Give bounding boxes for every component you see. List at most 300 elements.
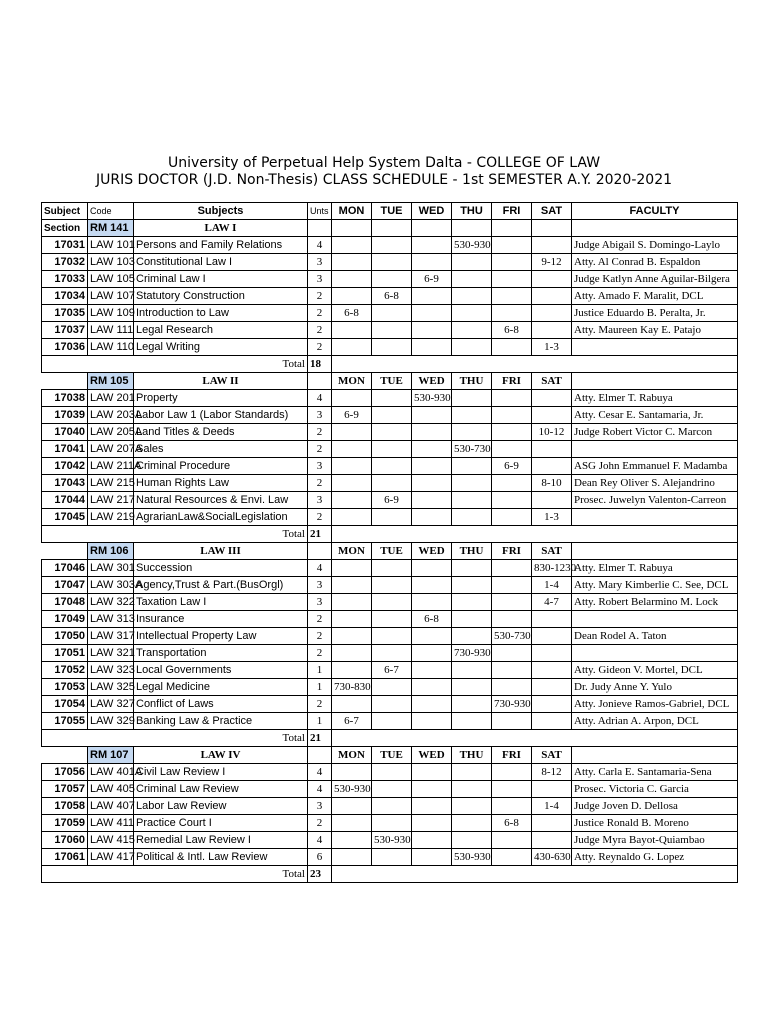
day-time-1: [372, 237, 412, 254]
day-time-0: [332, 849, 372, 866]
day-time-5: 1-4: [532, 577, 572, 594]
room-label: RM 141: [88, 220, 134, 237]
day-time-5: [532, 645, 572, 662]
units: 3: [308, 798, 332, 815]
section-number: 17037: [42, 322, 88, 339]
day-time-2: 6-9: [412, 271, 452, 288]
day-time-5: [532, 679, 572, 696]
section-number: 17054: [42, 696, 88, 713]
day-time-3: [452, 594, 492, 611]
header-code: Code: [88, 203, 134, 220]
units: 2: [308, 339, 332, 356]
room-row: [42, 747, 738, 764]
day-header-4: FRI: [492, 747, 532, 764]
subject-name: Human Rights Law: [134, 475, 308, 492]
subject-name: Practice Court I: [134, 815, 308, 832]
day-time-0: [332, 441, 372, 458]
day-time-0: [332, 611, 372, 628]
day-time-1: 530-930: [372, 832, 412, 849]
total-units: 18: [308, 356, 332, 373]
faculty-name: Justice Ronald B. Moreno: [572, 815, 738, 832]
day-time-5: 1-4: [532, 798, 572, 815]
day-time-0: 730-830: [332, 679, 372, 696]
schedule-row: [42, 492, 738, 509]
day-time-4: [492, 764, 532, 781]
day-time-2: [412, 781, 452, 798]
subject-code: LAW 301: [88, 560, 134, 577]
day-time-1: [372, 441, 412, 458]
day-time-1: [372, 322, 412, 339]
units: 2: [308, 305, 332, 322]
schedule-row: [42, 254, 738, 271]
day-time-3: [452, 611, 492, 628]
units: 1: [308, 679, 332, 696]
subject-name: Legal Research: [134, 322, 308, 339]
section-number: 17048: [42, 594, 88, 611]
day-time-5: [532, 492, 572, 509]
day-time-5: 1-3: [532, 509, 572, 526]
day-time-0: [332, 594, 372, 611]
subject-code: LAW 401A: [88, 764, 134, 781]
section-number: 17061: [42, 849, 88, 866]
day-time-4: 730-930: [492, 696, 532, 713]
schedule-row: [42, 713, 738, 730]
room-day-cell: [372, 220, 412, 237]
section-number: 17039: [42, 407, 88, 424]
day-time-3: [452, 509, 492, 526]
day-time-1: [372, 594, 412, 611]
day-header-5: SAT: [532, 373, 572, 390]
day-time-5: 4-7: [532, 594, 572, 611]
day-time-2: [412, 696, 452, 713]
subject-code: LAW 211A: [88, 458, 134, 475]
day-time-2: [412, 764, 452, 781]
day-time-5: [532, 611, 572, 628]
faculty-name: [572, 611, 738, 628]
subject-code: LAW 321: [88, 645, 134, 662]
day-time-5: 10-12: [532, 424, 572, 441]
day-time-5: [532, 305, 572, 322]
day-time-3: [452, 713, 492, 730]
faculty-name: Judge Katlyn Anne Aguilar-Bilgera: [572, 271, 738, 288]
section-number: 17043: [42, 475, 88, 492]
day-time-0: 530-930: [332, 781, 372, 798]
day-time-0: [332, 390, 372, 407]
subject-code: LAW 317: [88, 628, 134, 645]
faculty-name: Atty. Cesar E. Santamaria, Jr.: [572, 407, 738, 424]
day-time-1: [372, 458, 412, 475]
day-time-5: [532, 628, 572, 645]
subject-code: LAW 103: [88, 254, 134, 271]
subject-code: LAW 417: [88, 849, 134, 866]
day-time-1: [372, 764, 412, 781]
day-time-0: [332, 237, 372, 254]
header-fri: FRI: [492, 203, 532, 220]
schedule-row: [42, 271, 738, 288]
schedule-row: [42, 764, 738, 781]
day-time-3: [452, 662, 492, 679]
day-time-0: [332, 628, 372, 645]
day-time-5: 8-10: [532, 475, 572, 492]
day-time-0: [332, 645, 372, 662]
faculty-name: Prosec. Juwelyn Valenton-Carreon: [572, 492, 738, 509]
room-faculty-cell: [572, 220, 738, 237]
day-time-2: [412, 662, 452, 679]
day-time-1: [372, 560, 412, 577]
document-subtitle: JURIS DOCTOR (J.D. Non-Thesis) CLASS SCHEDULE - 1st SEMESTER A.Y. 2020-2021: [95, 172, 673, 188]
day-time-4: [492, 305, 532, 322]
total-spacer: [332, 356, 738, 373]
day-time-5: [532, 458, 572, 475]
day-time-1: [372, 339, 412, 356]
day-time-4: [492, 594, 532, 611]
day-time-3: [452, 764, 492, 781]
subject-name: Legal Medicine: [134, 679, 308, 696]
units: 3: [308, 594, 332, 611]
day-time-3: [452, 798, 492, 815]
day-time-2: [412, 849, 452, 866]
schedule-row: [42, 645, 738, 662]
faculty-name: Dean Rey Oliver S. Alejandrino: [572, 475, 738, 492]
subject-name: Succession: [134, 560, 308, 577]
day-time-3: [452, 628, 492, 645]
subject-name: AgrarianLaw&SocialLegislation: [134, 509, 308, 526]
subject-code: LAW 205A: [88, 424, 134, 441]
room-spacer: [42, 543, 88, 560]
section-number: 17042: [42, 458, 88, 475]
subject-code: LAW 329: [88, 713, 134, 730]
section-number: 17057: [42, 781, 88, 798]
day-time-0: [332, 254, 372, 271]
day-time-3: 530-930: [452, 237, 492, 254]
section-number: 17052: [42, 662, 88, 679]
faculty-name: Atty. Al Conrad B. Espaldon: [572, 254, 738, 271]
schedule-row: [42, 305, 738, 322]
day-time-1: 6-9: [372, 492, 412, 509]
day-time-5: [532, 662, 572, 679]
day-time-4: [492, 237, 532, 254]
room-faculty-cell: [572, 543, 738, 560]
day-time-2: 6-8: [412, 611, 452, 628]
day-time-0: [332, 458, 372, 475]
room-units-cell: [308, 373, 332, 390]
subject-code: LAW 105: [88, 271, 134, 288]
day-time-0: [332, 560, 372, 577]
day-time-1: [372, 696, 412, 713]
day-time-4: [492, 492, 532, 509]
faculty-name: Judge Joven D. Dellosa: [572, 798, 738, 815]
total-spacer: [332, 526, 738, 543]
day-time-1: [372, 645, 412, 662]
day-time-0: [332, 509, 372, 526]
day-header-0: MON: [332, 747, 372, 764]
units: 4: [308, 764, 332, 781]
day-time-0: [332, 339, 372, 356]
section-number: 17047: [42, 577, 88, 594]
room-day-cell: [332, 220, 372, 237]
subject-name: Local Governments: [134, 662, 308, 679]
day-time-3: [452, 560, 492, 577]
subject-name: Conflict of Laws: [134, 696, 308, 713]
day-time-5: [532, 696, 572, 713]
day-time-5: [532, 815, 572, 832]
subject-name: Intellectual Property Law: [134, 628, 308, 645]
year-level-title: LAW II: [134, 373, 308, 390]
day-time-2: [412, 815, 452, 832]
day-time-2: 530-930: [412, 390, 452, 407]
day-time-1: [372, 611, 412, 628]
units: 3: [308, 254, 332, 271]
schedule-table: [41, 202, 738, 883]
total-label: Total: [42, 356, 308, 373]
header-tue: TUE: [372, 203, 412, 220]
subject-code: LAW 110: [88, 339, 134, 356]
subject-name: Legal Writing: [134, 339, 308, 356]
day-time-3: [452, 832, 492, 849]
room-day-cell: [532, 220, 572, 237]
day-time-0: [332, 322, 372, 339]
header-section: Section: [42, 220, 88, 237]
total-label: Total: [42, 526, 308, 543]
day-time-4: [492, 475, 532, 492]
total-row: [42, 526, 738, 543]
day-time-4: [492, 798, 532, 815]
day-time-0: [332, 764, 372, 781]
day-time-5: [532, 407, 572, 424]
schedule-row: [42, 390, 738, 407]
day-time-2: [412, 560, 452, 577]
day-time-3: [452, 271, 492, 288]
day-header-3: THU: [452, 373, 492, 390]
day-time-2: [412, 339, 452, 356]
day-header-1: TUE: [372, 747, 412, 764]
room-day-cell: [452, 220, 492, 237]
day-time-3: 530-730: [452, 441, 492, 458]
subject-name: Introduction to Law: [134, 305, 308, 322]
day-time-1: [372, 849, 412, 866]
subject-code: LAW 217: [88, 492, 134, 509]
faculty-name: Justice Eduardo B. Peralta, Jr.: [572, 305, 738, 322]
room-units-cell: [308, 747, 332, 764]
section-number: 17058: [42, 798, 88, 815]
day-time-4: [492, 781, 532, 798]
schedule-row: [42, 781, 738, 798]
day-time-5: [532, 713, 572, 730]
day-time-0: [332, 271, 372, 288]
section-number: 17053: [42, 679, 88, 696]
faculty-name: Atty. Robert Belarmino M. Lock: [572, 594, 738, 611]
day-time-3: [452, 322, 492, 339]
subject-code: LAW 101: [88, 237, 134, 254]
total-row: [42, 356, 738, 373]
day-time-4: [492, 390, 532, 407]
subject-name: Political & Intl. Law Review: [134, 849, 308, 866]
units: 3: [308, 577, 332, 594]
day-time-2: [412, 594, 452, 611]
section-number: 17051: [42, 645, 88, 662]
day-header-3: THU: [452, 543, 492, 560]
section-number: 17045: [42, 509, 88, 526]
subject-name: Sales: [134, 441, 308, 458]
total-units: 21: [308, 526, 332, 543]
day-time-5: 830-1230: [532, 560, 572, 577]
day-time-4: [492, 339, 532, 356]
room-faculty-cell: [572, 373, 738, 390]
faculty-name: Judge Myra Bayot-Quiambao: [572, 832, 738, 849]
day-time-4: [492, 254, 532, 271]
schedule-row: [42, 560, 738, 577]
units: 3: [308, 407, 332, 424]
day-time-2: [412, 305, 452, 322]
room-day-cell: [492, 220, 532, 237]
schedule-row: [42, 832, 738, 849]
faculty-name: Judge Abigail S. Domingo-Laylo: [572, 237, 738, 254]
day-time-2: [412, 475, 452, 492]
day-time-0: 6-7: [332, 713, 372, 730]
day-time-3: [452, 492, 492, 509]
day-time-2: [412, 237, 452, 254]
units: 4: [308, 390, 332, 407]
day-time-2: [412, 713, 452, 730]
day-time-3: [452, 815, 492, 832]
day-time-1: [372, 798, 412, 815]
day-time-5: [532, 441, 572, 458]
day-time-0: 6-8: [332, 305, 372, 322]
section-number: 17050: [42, 628, 88, 645]
day-time-4: 6-8: [492, 322, 532, 339]
units: 2: [308, 288, 332, 305]
day-time-4: [492, 424, 532, 441]
schedule-row: [42, 407, 738, 424]
units: 1: [308, 713, 332, 730]
day-time-2: [412, 679, 452, 696]
day-time-2: [412, 492, 452, 509]
day-time-3: [452, 424, 492, 441]
schedule-row: [42, 424, 738, 441]
subject-name: Criminal Law Review: [134, 781, 308, 798]
faculty-name: Atty. Carla E. Santamaria-Sena: [572, 764, 738, 781]
document-title: University of Perpetual Help System Dalta - COLLEGE OF LAW: [167, 155, 601, 171]
room-row: [42, 373, 738, 390]
day-time-1: [372, 509, 412, 526]
units: 2: [308, 628, 332, 645]
faculty-name: ASG John Emmanuel F. Madamba: [572, 458, 738, 475]
section-number: 17044: [42, 492, 88, 509]
units: 2: [308, 424, 332, 441]
faculty-name: Judge Robert Victor C. Marcon: [572, 424, 738, 441]
subject-name: Insurance: [134, 611, 308, 628]
room-label: RM 106: [88, 543, 134, 560]
subject-name: Civil Law Review I: [134, 764, 308, 781]
section-number: 17034: [42, 288, 88, 305]
room-faculty-cell: [572, 747, 738, 764]
day-time-1: [372, 475, 412, 492]
day-time-4: 530-730: [492, 628, 532, 645]
day-time-4: [492, 662, 532, 679]
units: 3: [308, 492, 332, 509]
faculty-name: Atty. Gideon V. Mortel, DCL: [572, 662, 738, 679]
section-number: 17060: [42, 832, 88, 849]
schedule-row: [42, 288, 738, 305]
header-units: Unts: [308, 203, 332, 220]
subject-name: Labor Law 1 (Labor Standards): [134, 407, 308, 424]
room-spacer: [42, 747, 88, 764]
schedule-row: [42, 509, 738, 526]
day-time-3: [452, 475, 492, 492]
day-time-3: 730-930: [452, 645, 492, 662]
day-time-2: [412, 322, 452, 339]
day-time-0: [332, 577, 372, 594]
day-time-1: [372, 781, 412, 798]
section-number: 17036: [42, 339, 88, 356]
header-subject: Subject: [42, 203, 88, 220]
day-time-2: [412, 577, 452, 594]
schedule-row: [42, 577, 738, 594]
day-time-3: [452, 696, 492, 713]
schedule-row: [42, 798, 738, 815]
room-label: RM 105: [88, 373, 134, 390]
day-time-4: 6-8: [492, 815, 532, 832]
day-time-1: [372, 407, 412, 424]
day-time-1: [372, 424, 412, 441]
subject-code: LAW 415: [88, 832, 134, 849]
subject-code: LAW 322: [88, 594, 134, 611]
total-spacer: [332, 730, 738, 747]
subject-name: Criminal Law I: [134, 271, 308, 288]
day-time-0: [332, 832, 372, 849]
faculty-name: Atty. Adrian A. Arpon, DCL: [572, 713, 738, 730]
units: 3: [308, 271, 332, 288]
subject-name: Agency,Trust & Part.(BusOrgl): [134, 577, 308, 594]
section-number: 17040: [42, 424, 88, 441]
section-number: 17032: [42, 254, 88, 271]
subject-code: LAW 303A: [88, 577, 134, 594]
day-time-2: [412, 458, 452, 475]
schedule-row: [42, 628, 738, 645]
subject-code: LAW 109: [88, 305, 134, 322]
day-header-4: FRI: [492, 373, 532, 390]
faculty-name: Atty. Maureen Kay E. Patajo: [572, 322, 738, 339]
day-time-4: [492, 441, 532, 458]
subject-code: LAW 203A: [88, 407, 134, 424]
total-spacer: [332, 866, 738, 883]
subject-name: Banking Law & Practice: [134, 713, 308, 730]
section-number: 17056: [42, 764, 88, 781]
day-time-2: [412, 798, 452, 815]
subject-code: LAW 207A: [88, 441, 134, 458]
day-time-5: [532, 322, 572, 339]
day-time-0: 6-9: [332, 407, 372, 424]
day-time-5: [532, 237, 572, 254]
units: 2: [308, 322, 332, 339]
day-time-1: [372, 628, 412, 645]
faculty-name: Dr. Judy Anne Y. Yulo: [572, 679, 738, 696]
day-time-3: [452, 288, 492, 305]
units: 2: [308, 611, 332, 628]
day-time-2: [412, 509, 452, 526]
day-header-1: TUE: [372, 373, 412, 390]
day-time-3: [452, 407, 492, 424]
subject-code: LAW 215: [88, 475, 134, 492]
total-row: [42, 730, 738, 747]
units: 4: [308, 560, 332, 577]
subject-name: Persons and Family Relations: [134, 237, 308, 254]
day-time-1: 6-7: [372, 662, 412, 679]
day-time-3: [452, 390, 492, 407]
units: 2: [308, 815, 332, 832]
day-time-3: [452, 679, 492, 696]
day-time-2: [412, 645, 452, 662]
